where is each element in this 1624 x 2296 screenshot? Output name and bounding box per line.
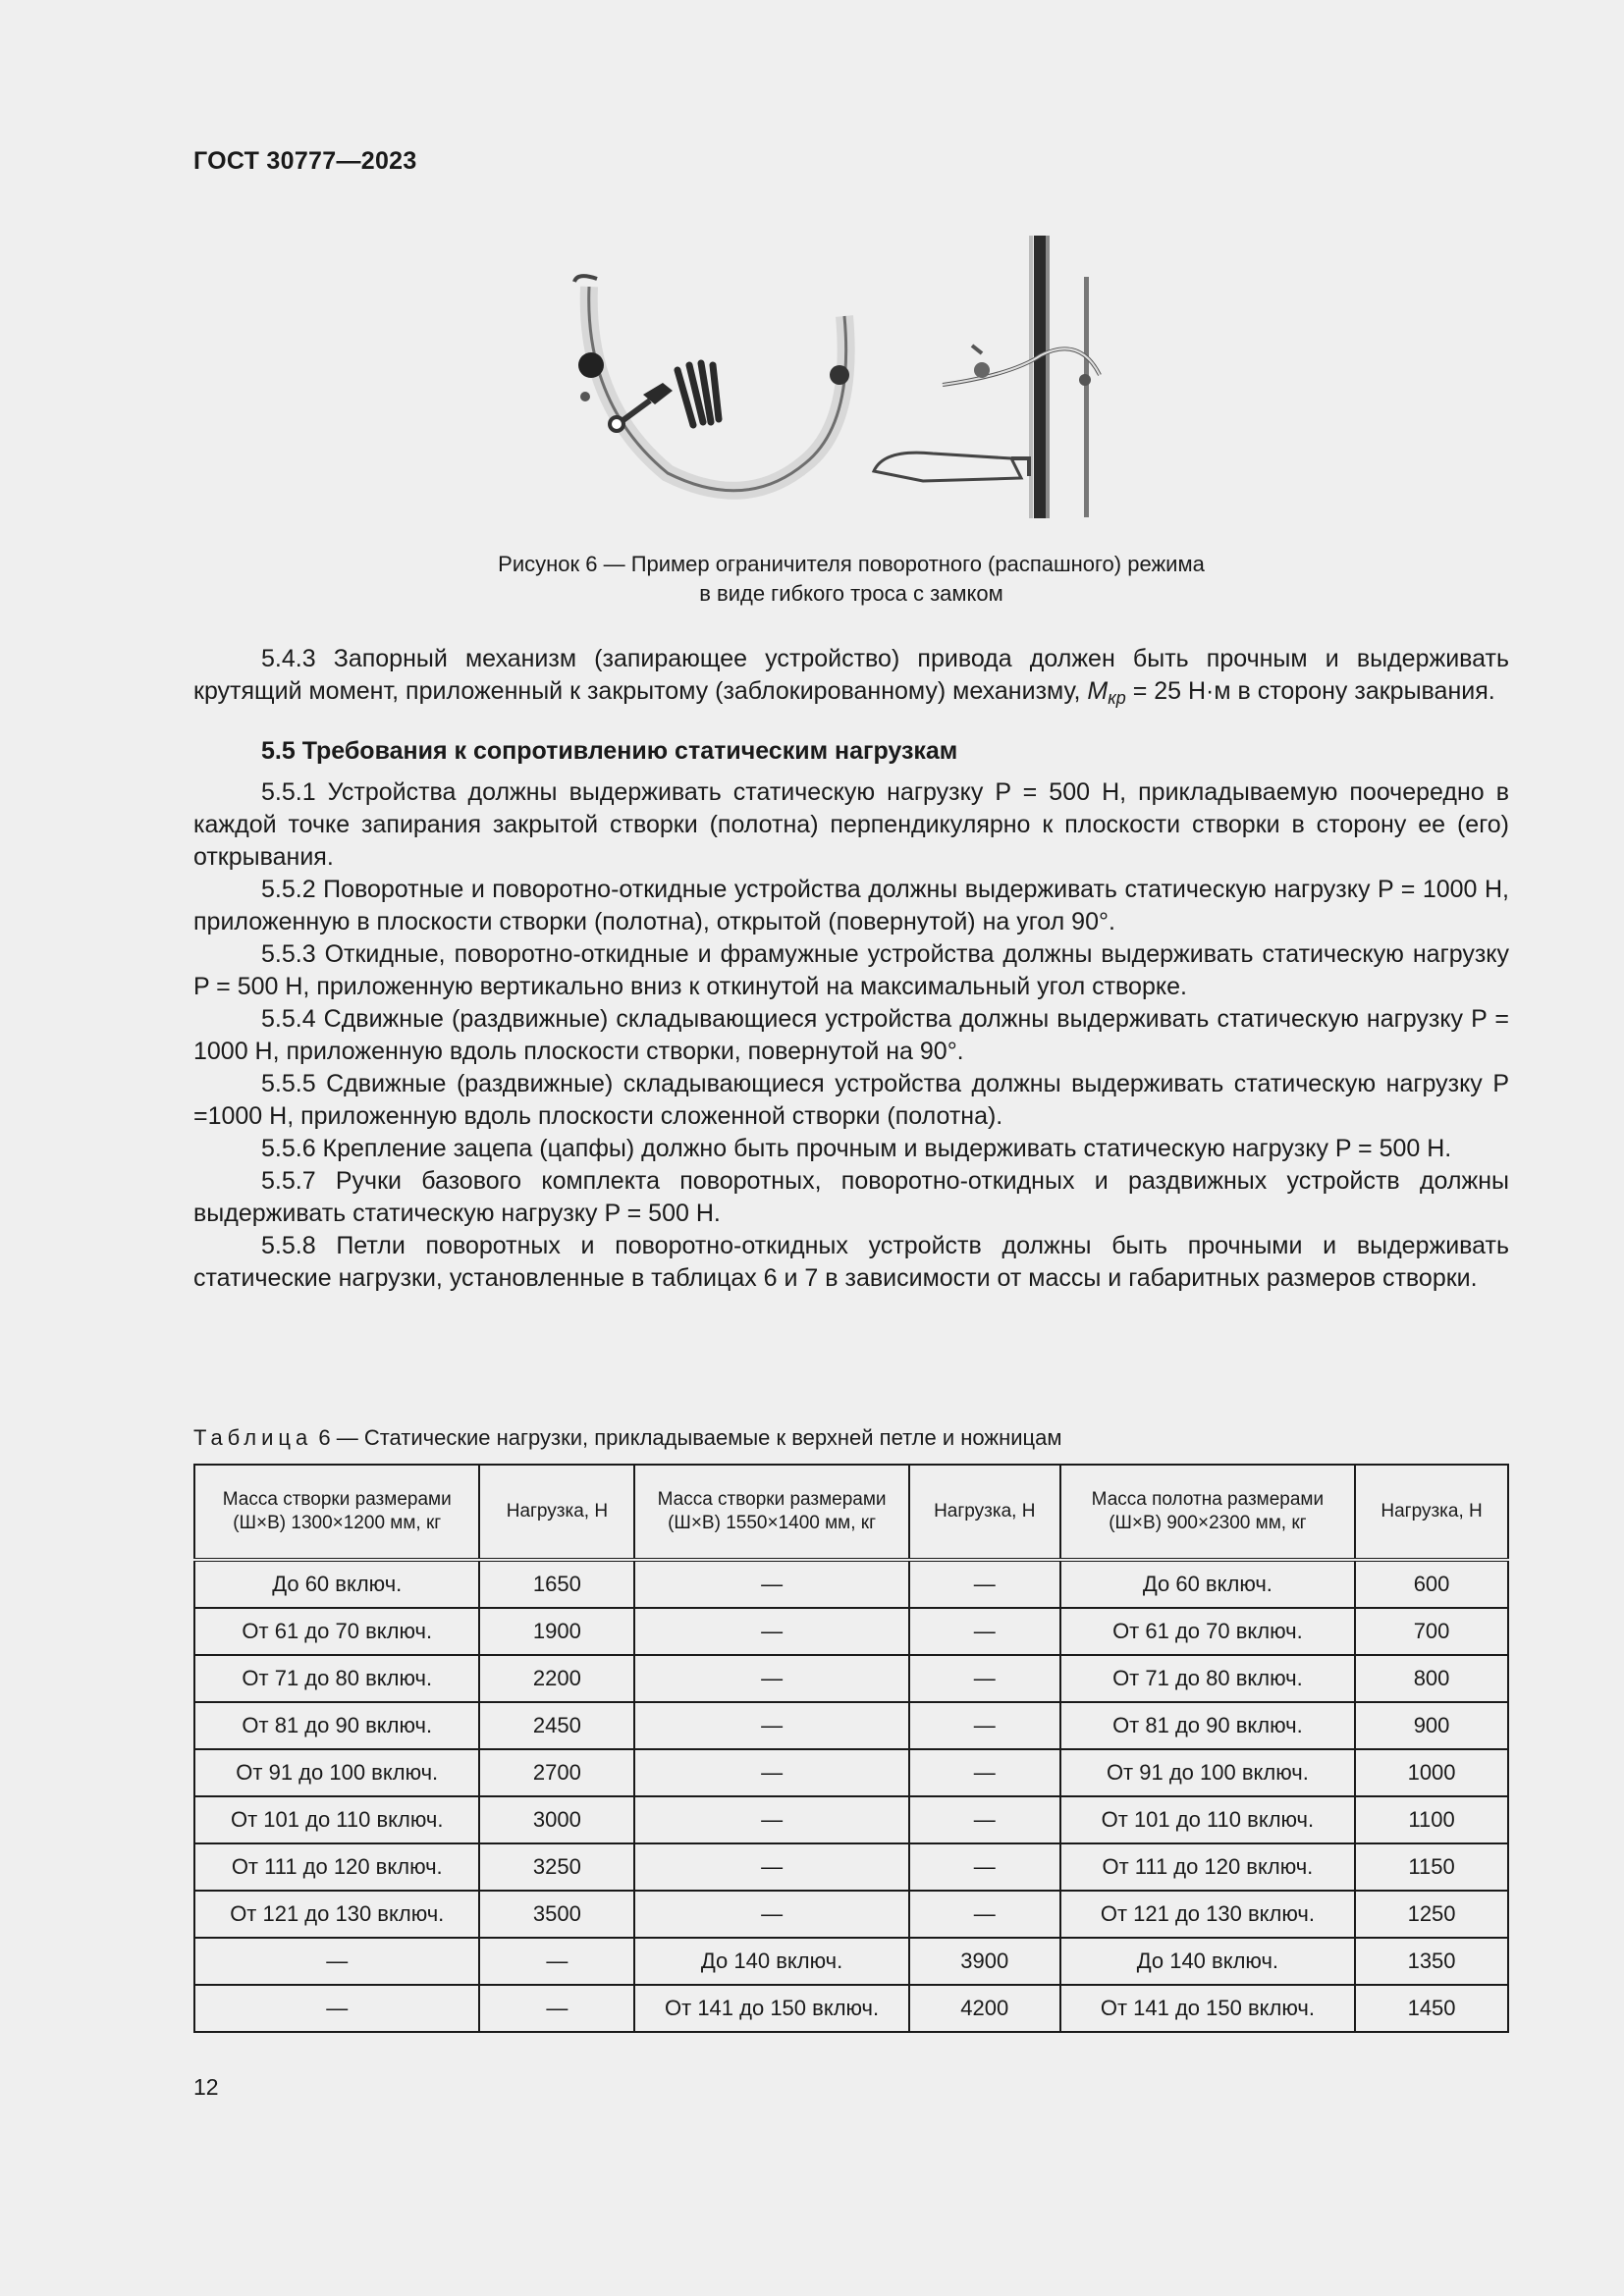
table-caption-text: 6 — Статические нагрузки, прикладываемые к верхней петле и ножницам — [312, 1425, 1062, 1450]
table-cell: — — [909, 1560, 1060, 1608]
paragraph-5-5-8: 5.5.8 Петли поворотных и поворотно-откидных устройств должны быть прочными и выдерживать статические нагрузки, установленные в таблицах 6 и 7 в зависимости от массы и габаритных размеров створки. — [193, 1232, 1509, 1292]
static-load-table — [193, 1464, 1509, 2033]
paragraph-5-5-1: 5.5.1 Устройства должны выдерживать статическую нагрузку P = 500 Н, прикладываемую поочередно в каждой точке запирания закрытой створки (полотна) перпендикулярно к плоскости створки в сторону ее (его) открывания. — [193, 778, 1509, 871]
torque-symbol: M — [1087, 677, 1109, 705]
paragraph-5-5-7: 5.5.7 Ручки базового комплекта поворотных, поворотно-откидных и раздвижных устройств должны выдерживать статическую нагрузку P = 500 Н. — [193, 1167, 1509, 1227]
table-cell: От 91 до 100 включ. — [1060, 1749, 1355, 1796]
table-cell: — — [634, 1796, 909, 1843]
section-heading-5-5: 5.5 Требования к сопротивлению статическим нагрузкам — [261, 737, 958, 765]
paragraph-5-5-4: 5.5.4 Сдвижные (раздвижные) складывающиеся устройства должны выдерживать статическую нагрузку P = 1000 Н, приложенную вдоль плоскости створки, повернутой на 90°. — [193, 1005, 1509, 1065]
table-cell: — — [909, 1796, 1060, 1843]
table-header-row — [194, 1465, 1508, 1560]
table-cell: От 61 до 70 включ. — [1060, 1608, 1355, 1655]
paragraph-5-5-5: 5.5.5 Сдвижные (раздвижные) складывающиеся устройства должны выдерживать статическую нагрузку P =1000 Н, приложенную вдоль плоскости сложенной створки (полотна). — [193, 1070, 1509, 1130]
table-cell: От 81 до 90 включ. — [1060, 1702, 1355, 1749]
table-cell: 700 — [1355, 1608, 1508, 1655]
table-cell: 1150 — [1355, 1843, 1508, 1891]
table-cell: 2200 — [479, 1655, 634, 1702]
table-cell: От 101 до 110 включ. — [194, 1796, 479, 1843]
table-row — [194, 1655, 1508, 1702]
header-load-2: Нагрузка, Н — [909, 1465, 1060, 1560]
paragraph-5-5-2: 5.5.2 Поворотные и поворотно-откидные устройства должны выдерживать статическую нагрузку P = 1000 Н, приложенную в плоскости створки (полотна), открытой (повернутой) на угол 90°. — [193, 876, 1509, 935]
table-row — [194, 1749, 1508, 1796]
table-row — [194, 1560, 1508, 1608]
table-cell: От 81 до 90 включ. — [194, 1702, 479, 1749]
header-load-1: Нагрузка, Н — [479, 1465, 634, 1560]
table-row — [194, 1985, 1508, 2032]
table-cell: — — [479, 1985, 634, 2032]
table-cell: 2700 — [479, 1749, 634, 1796]
table-cell: До 140 включ. — [634, 1938, 909, 1985]
table-cell: От 121 до 130 включ. — [1060, 1891, 1355, 1938]
table-cell: От 71 до 80 включ. — [194, 1655, 479, 1702]
figure-caption — [193, 550, 1509, 609]
table-cell: — — [479, 1938, 634, 1985]
table-row — [194, 1938, 1508, 1985]
header-mass-1550x1400: Масса створки размерами (Ш×В) 1550×1400 мм, кг — [634, 1465, 909, 1560]
header-mass-900x2300: Масса полотна размерами (Ш×В) 900×2300 мм, кг — [1060, 1465, 1355, 1560]
table-row — [194, 1702, 1508, 1749]
table-cell: — — [194, 1985, 479, 2032]
table-cell: — — [634, 1655, 909, 1702]
figure-caption-line-2: в виде гибкого троса с замком — [699, 581, 1003, 606]
table-cell: От 101 до 110 включ. — [1060, 1796, 1355, 1843]
table-cell: 3250 — [479, 1843, 634, 1891]
table-cell: 1450 — [1355, 1985, 1508, 2032]
table-cell: 1100 — [1355, 1796, 1508, 1843]
paragraph-5-4-3: 5.4.3 Запорный механизм (запирающее устройство) привода должен быть прочным и выдерживать крутящий момент, приложенный к закрытому (заблокированному) механизму, $M_{кр} = 25$ Н·м в сторону закрывания. — [193, 645, 1509, 708]
table-cell: — — [634, 1891, 909, 1938]
paragraph-5-5-6: 5.5.6 Крепление зацепа (цапфы) должно быть прочным и выдерживать статическую нагрузку P = 500 Н. — [261, 1135, 1452, 1162]
table-cell: От 91 до 100 включ. — [194, 1749, 479, 1796]
table-cell: 1650 — [479, 1560, 634, 1608]
torque-subscript: кр — [1108, 688, 1126, 708]
table-cell: 600 — [1355, 1560, 1508, 1608]
table-cell: 2450 — [479, 1702, 634, 1749]
table-cell: 800 — [1355, 1655, 1508, 1702]
cable-mount-photo — [874, 236, 1100, 518]
header-load-3: Нагрузка, Н — [1355, 1465, 1508, 1560]
table-cell: — — [634, 1608, 909, 1655]
table-cell: 3500 — [479, 1891, 634, 1938]
table-cell: — — [634, 1749, 909, 1796]
table-cell: 1250 — [1355, 1891, 1508, 1938]
table-cell: — — [909, 1843, 1060, 1891]
table-cell: 900 — [1355, 1702, 1508, 1749]
table-caption-word: Таблица — [193, 1425, 313, 1450]
table-cell: 1350 — [1355, 1938, 1508, 1985]
header-mass-1300x1200: Масса створки размерами (Ш×В) 1300×1200 мм, кг — [194, 1465, 479, 1560]
cable-lock-photo — [574, 276, 849, 491]
table-cell: — — [634, 1702, 909, 1749]
table-cell: До 60 включ. — [1060, 1560, 1355, 1608]
table-cell: — — [909, 1749, 1060, 1796]
table-cell: От 141 до 150 включ. — [634, 1985, 909, 2032]
table-cell: — — [634, 1843, 909, 1891]
paragraph-5-5-3: 5.5.3 Откидные, поворотно-откидные и фрамужные устройства должны выдерживать статическую нагрузку P = 500 Н, приложенную вертикально вниз к откинутой на максимальный угол створке. — [193, 940, 1509, 1000]
table-cell: — — [194, 1938, 479, 1985]
table-cell: — — [909, 1655, 1060, 1702]
table-cell: От 111 до 120 включ. — [1060, 1843, 1355, 1891]
table-caption — [193, 1423, 1062, 1453]
table-cell: 1000 — [1355, 1749, 1508, 1796]
table-cell: От 141 до 150 включ. — [1060, 1985, 1355, 2032]
table-cell: — — [909, 1608, 1060, 1655]
table-cell: От 111 до 120 включ. — [194, 1843, 479, 1891]
document-header: ГОСТ 30777—2023 — [193, 147, 417, 175]
figure-6-photo — [550, 228, 1159, 522]
table-cell: До 60 включ. — [194, 1560, 479, 1608]
table-row — [194, 1608, 1508, 1655]
table-row — [194, 1796, 1508, 1843]
table-cell: 3900 — [909, 1938, 1060, 1985]
figure-caption-line-1: Рисунок 6 — Пример ограничителя поворотного (распашного) режима — [498, 552, 1205, 576]
table-cell: От 61 до 70 включ. — [194, 1608, 479, 1655]
table-row — [194, 1843, 1508, 1891]
page-number: 12 — [193, 2074, 219, 2100]
table-cell: 1900 — [479, 1608, 634, 1655]
table-cell: От 71 до 80 включ. — [1060, 1655, 1355, 1702]
table-cell: От 121 до 130 включ. — [194, 1891, 479, 1938]
table-cell: 3000 — [479, 1796, 634, 1843]
table-row — [194, 1891, 1508, 1938]
table-cell: — — [909, 1891, 1060, 1938]
table-cell: — — [909, 1702, 1060, 1749]
table-cell: — — [634, 1560, 909, 1608]
body-text — [193, 643, 1509, 1295]
table-cell: 4200 — [909, 1985, 1060, 2032]
table-cell: До 140 включ. — [1060, 1938, 1355, 1985]
